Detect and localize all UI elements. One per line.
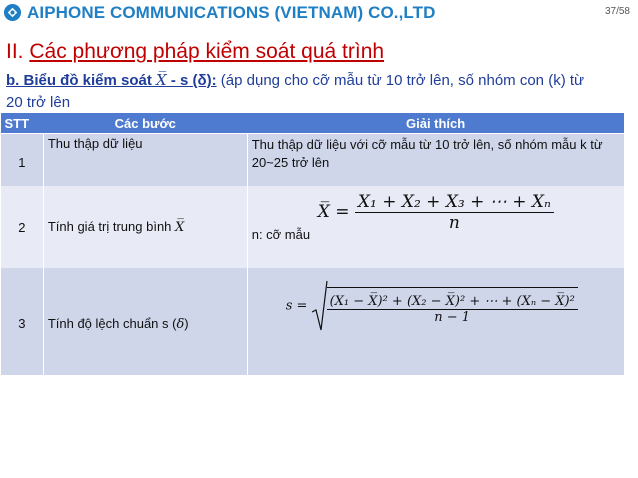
row-2-step: Tính giá trị trung bình X̅: [47, 219, 185, 235]
table-row: [1, 186, 625, 268]
company-logo-icon: [3, 3, 22, 22]
company-name: AIPHONE COMMUNICATIONS (VIETNAM) CO.,LTD: [27, 3, 436, 22]
table-header-row: [1, 113, 625, 134]
row-1-explain: Thu thập dữ liệu với cỡ mẫu từ 10 trở lên, số nhóm mẫu k từ 20~25 trở lên: [251, 137, 603, 170]
slide-header: [0, 0, 638, 26]
header-stt: STT: [1, 113, 44, 134]
mean-numerator: X₁ + X₂ + X₃ + ⋯ + Xₙ: [355, 192, 554, 213]
mean-denominator: n: [448, 213, 460, 233]
xbar-symbol: X̅: [175, 220, 185, 235]
row-1-step: Thu thập dữ liệu: [47, 136, 143, 151]
row-2-stt: 2: [18, 220, 26, 235]
xbar-symbol: X̅: [156, 71, 167, 89]
row-1-step-cell: [43, 134, 247, 187]
subtitle-line-2: 20 trở lên: [6, 94, 71, 111]
std-numerator: (X₁ − X̅)² + (X₂ − X̅)² + ⋯ + (Xₙ − X̅)²: [327, 294, 578, 310]
table-row: [1, 134, 625, 187]
square-root-icon: [312, 280, 328, 332]
subtitle-line-1: [6, 71, 584, 89]
page-number: 37/58: [604, 6, 630, 17]
row-3-stt: 3: [18, 316, 26, 331]
table-row: [1, 268, 625, 375]
row-3-explain-cell: [247, 268, 624, 375]
std-formula: [248, 268, 624, 332]
std-fraction: [327, 287, 578, 325]
header-explain: Giải thích: [247, 113, 624, 134]
std-formula-lhs: s =: [285, 298, 308, 314]
subtitle-rest: (áp dụng cho cỡ mẫu từ 10 trở lên, số nhóm con (k) từ: [216, 72, 585, 89]
row-2-stt-cell: [1, 186, 44, 268]
row-1-explain-cell: [247, 134, 624, 187]
row-3-step-cell: [43, 268, 247, 375]
subtitle-lead: b. Biểu đồ kiểm soát X̅ - s (δ):: [6, 71, 217, 89]
mean-formula: [248, 186, 624, 233]
row-2-note: n: cỡ mẫu: [251, 227, 311, 242]
row-1-stt-cell: [1, 134, 44, 187]
slide-title: [6, 40, 384, 64]
row-2-explain-cell: [247, 186, 624, 268]
row-2-step-cell: [43, 186, 247, 268]
steps-table: [0, 113, 624, 375]
row-3-stt-cell: [1, 268, 44, 375]
title-text: Các phương pháp kiểm soát quá trình: [29, 40, 385, 63]
row-3-step: Tính độ lệch chuẩn s (δ): [47, 316, 189, 332]
row-1-stt: 1: [18, 155, 26, 170]
title-prefix: II.: [6, 40, 30, 63]
delta-symbol: δ: [176, 317, 185, 332]
mean-fraction: [355, 192, 554, 233]
mean-formula-lhs: X̅ =: [317, 202, 350, 222]
std-denominator: n − 1: [434, 310, 471, 325]
header-steps: Các bước: [43, 113, 247, 134]
